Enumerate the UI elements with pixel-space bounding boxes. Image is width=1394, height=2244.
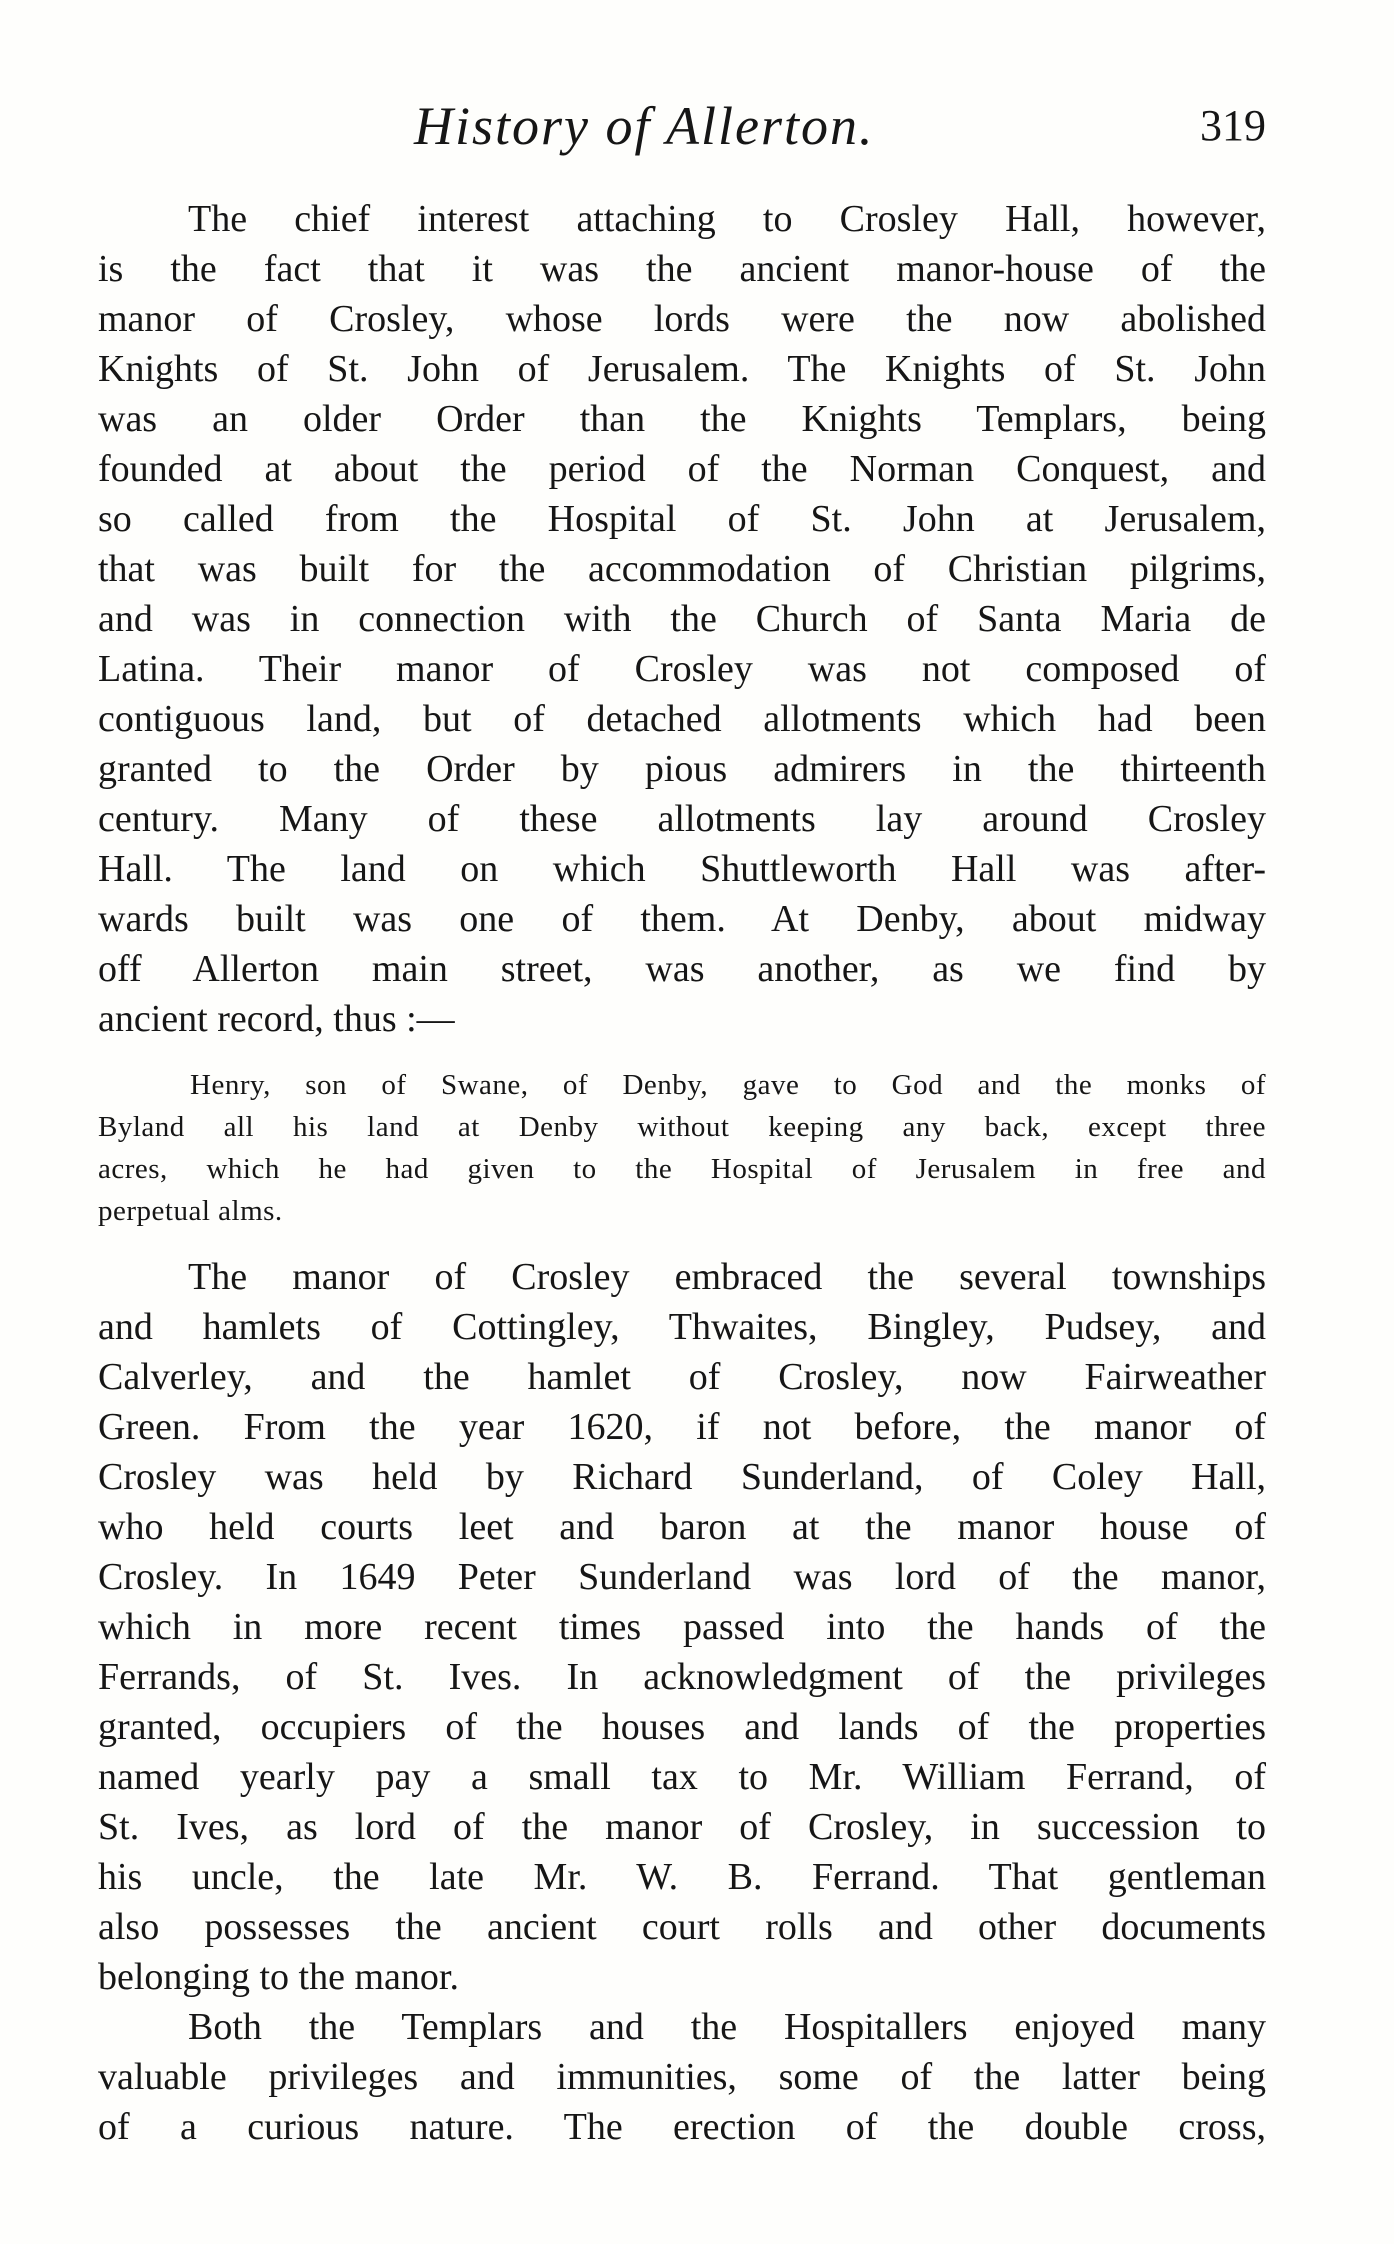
page-number: 319 — [1200, 101, 1266, 150]
body-text — [98, 194, 1266, 2152]
quote-line: Henry, son of Swane, of Denby, gave to God and the monks of — [190, 1069, 1266, 1101]
text-line: was an older Order than the Knights Templars, being — [98, 398, 1266, 440]
text-line: contiguous land, but of detached allotments which had been — [98, 698, 1266, 740]
running-head — [96, 88, 1266, 164]
quote-line: perpetual alms. — [98, 1195, 283, 1227]
text-line: valuable privileges and immunities, some of the latter being — [98, 2056, 1266, 2098]
text-line: manor of Crosley, whose lords were the now abolished — [98, 298, 1266, 340]
text-line: off Allerton main street, was another, as we find by — [98, 948, 1266, 990]
text-line: granted, occupiers of the houses and lands of the properties — [98, 1706, 1266, 1748]
text-line: granted to the Order by pious admirers in the thirteenth — [98, 748, 1266, 790]
text-line: Both the Templars and the Hospitallers enjoyed many — [188, 2006, 1266, 2048]
text-line: The chief interest attaching to Crosley Hall, however, — [188, 198, 1266, 240]
text-line: Green. From the year 1620, if not before, the manor of — [98, 1406, 1266, 1448]
paragraph-templars-hospitallers — [98, 2002, 1266, 2152]
paragraph-crosley-hall — [98, 194, 1266, 1044]
text-line: Knights of St. John of Jerusalem. The Knights of St. John — [98, 348, 1266, 390]
text-line: century. Many of these allotments lay around Crosley — [98, 798, 1266, 840]
text-line: Ferrands, of St. Ives. In acknowledgment of the privileges — [98, 1656, 1266, 1698]
text-line: so called from the Hospital of St. John at Jerusalem, — [98, 498, 1266, 540]
text-line: his uncle, the late Mr. W. B. Ferrand. That gentleman — [98, 1856, 1266, 1898]
quote-line: acres, which he had given to the Hospital of Jerusalem in free and — [98, 1153, 1266, 1185]
text-line: Hall. The land on which Shuttleworth Hall was after- — [98, 848, 1266, 890]
quotation-block — [98, 1064, 1266, 1232]
text-line: which in more recent times passed into the hands of the — [98, 1606, 1266, 1648]
text-line: and hamlets of Cottingley, Thwaites, Bingley, Pudsey, and — [98, 1306, 1266, 1348]
running-title: History of Allerton. — [414, 96, 875, 156]
text-line: of a curious nature. The erection of the double cross, — [98, 2106, 1266, 2148]
text-line: Crosley. In 1649 Peter Sunderland was lord of the manor, — [98, 1556, 1266, 1598]
text-line: Latina. Their manor of Crosley was not composed of — [98, 648, 1266, 690]
text-line: Crosley was held by Richard Sunderland, of Coley Hall, — [98, 1456, 1266, 1498]
text-line: Calverley, and the hamlet of Crosley, now Fairweather — [98, 1356, 1266, 1398]
text-line: and was in connection with the Church of Santa Maria de — [98, 598, 1266, 640]
text-line: belonging to the manor. — [98, 1956, 459, 1998]
text-line: that was built for the accommodation of Christian pilgrims, — [98, 548, 1266, 590]
text-line: St. Ives, as lord of the manor of Crosley, in succession to — [98, 1806, 1266, 1848]
paragraph-manor-of-crosley — [98, 1252, 1266, 2002]
text-line: is the fact that it was the ancient manor-house of the — [98, 248, 1266, 290]
text-line: who held courts leet and baron at the manor house of — [98, 1506, 1266, 1548]
text-line: ancient record, thus :— — [98, 998, 455, 1040]
text-line: The manor of Crosley embraced the several townships — [188, 1256, 1266, 1298]
text-line: also possesses the ancient court rolls and other documents — [98, 1906, 1266, 1948]
text-line: named yearly pay a small tax to Mr. William Ferrand, of — [98, 1756, 1266, 1798]
quote-line: Byland all his land at Denby without keeping any back, except three — [98, 1111, 1266, 1143]
text-line: founded at about the period of the Norman Conquest, and — [98, 448, 1266, 490]
text-line: wards built was one of them. At Denby, about midway — [98, 898, 1266, 940]
